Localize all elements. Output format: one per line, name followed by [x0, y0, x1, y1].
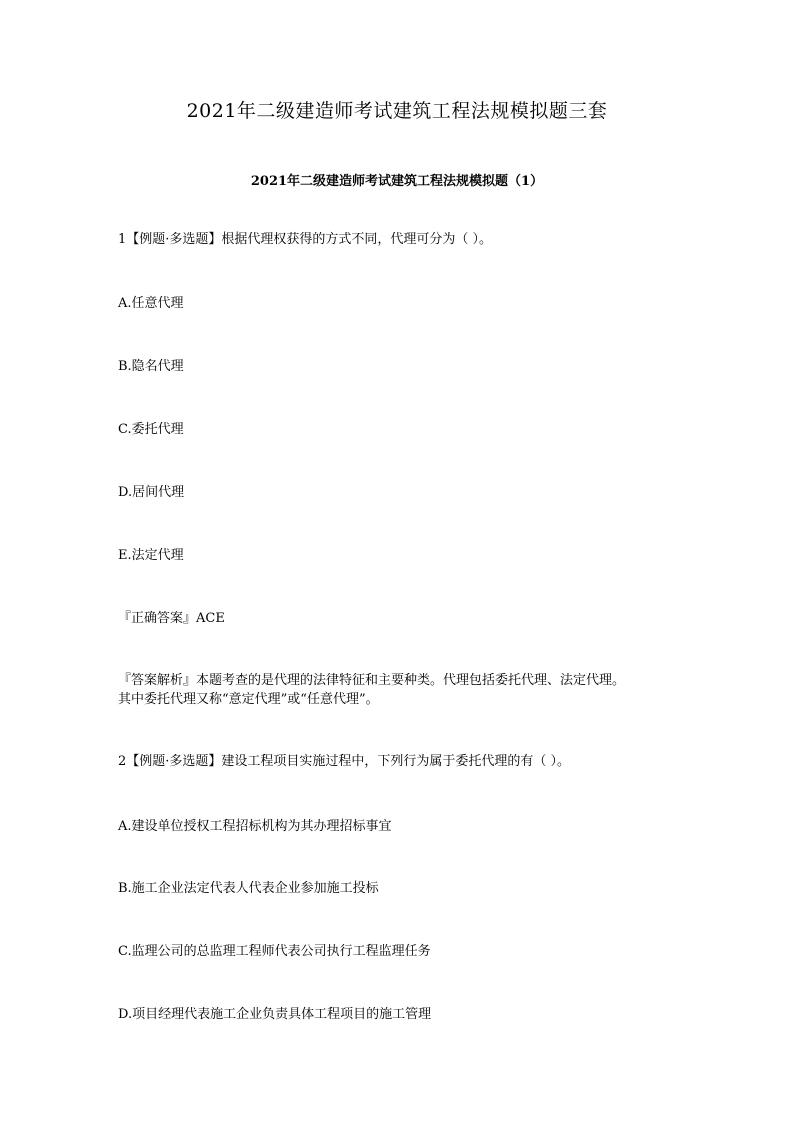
- question-1-answer: 『正确答案』ACE: [118, 611, 225, 626]
- question-1-stem: 1【例题·多选题】根据代理权获得的方式不同，代理可分为（ ）。: [118, 232, 493, 247]
- question-2-option-d: D.项目经理代表施工企业负责具体工程项目的施工管理: [118, 1007, 432, 1022]
- question-1-option-c: C.委托代理: [118, 422, 184, 437]
- question-2-option-a: A.建设单位授权工程招标机构为其办理招标事宜: [118, 819, 392, 834]
- question-1-option-e: E.法定代理: [118, 548, 184, 563]
- question-1-analysis-line-2: 其中委托代理又称“意定代理”或“任意代理”。: [118, 692, 379, 707]
- question-2-stem: 2【例题·多选题】建设工程项目实施过程中，下列行为属于委托代理的有（ ）。: [118, 754, 571, 769]
- document-title: 2021年二级建造师考试建筑工程法规模拟题三套: [186, 100, 608, 122]
- question-1-option-b: B.隐名代理: [118, 359, 184, 374]
- question-2-option-c: C.监理公司的总监理工程师代表公司执行工程监理任务: [118, 944, 431, 959]
- question-2-option-b: B.施工企业法定代表人代表企业参加施工投标: [118, 881, 379, 896]
- question-1-analysis-line-1: 『答案解析』本题考查的是代理的法律特征和主要种类。代理包括委托代理、法定代理。: [118, 673, 626, 688]
- question-1-option-a: A.任意代理: [118, 296, 184, 311]
- question-1-option-d: D.居间代理: [118, 485, 185, 500]
- section-title: 2021年二级建造师考试建筑工程法规模拟题（1）: [250, 174, 544, 189]
